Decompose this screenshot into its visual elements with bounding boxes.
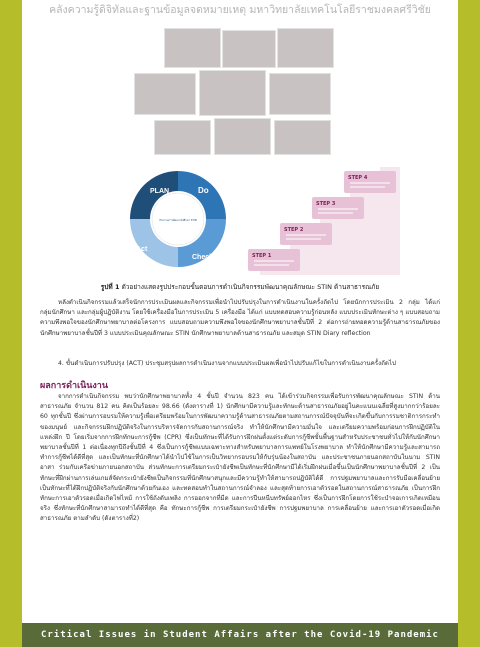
photo-3 bbox=[277, 28, 334, 68]
pdca-center-label: กิจกรรมการพัฒนานักศึกษา STIN bbox=[159, 219, 197, 222]
steps-diagram bbox=[230, 167, 400, 277]
step-2-label: STEP 2 bbox=[284, 227, 304, 233]
page-content bbox=[22, 22, 458, 623]
footer-title: Critical Issues in Student Affairs after the Covid-19 Pandemic bbox=[22, 623, 458, 647]
step-1-label: STEP 1 bbox=[252, 253, 272, 259]
pdca-check-label: Check bbox=[192, 254, 214, 261]
photo-7 bbox=[154, 120, 211, 155]
photo-2 bbox=[222, 30, 276, 68]
paragraph-results: จากการดำเนินกิจกรรม พบว่านักศึกษาพยาบาลทั้ง 4 ชั้นปี จำนวน 823 คน ได้เข้าร่วมกิจกรรมเพื่อรับการพัฒนาคุณลักษณะ STIN ด้านสาธารณภัย จำนวน 812 คน คิดเป็นร้อยละ 98.66 (ดังตารางที่ 1) นักศึกษามีความรู้และทักษะด้านสาธารณภัยอยู่ในคะแนนเฉลี่ยที่สูงมากกว่าร้อยละ 60 ทุกชั้นปี ซึ่งผ่านการอบรมให้ความรู้เพื่อเตรียมพร้อมในการพัฒนาความรู้ด้านสาธารณภัยตามสถานการณ์ปัจจุบันที่จะเกิดขึ้นกับการรมชาติการกระทำของมนุษย์ และกิจกรรมฝึกปฏิบัติจริงในการบริหารจัดการกับสถานการณ์จริง ทำให้นักศึกษามีความมั่นใจ และเตรียมความพร้อมก่อนการฝึกปฏิบัติในแหล่งฝึก ปี โดยเริ่มจากการฝึกทักษะการกู้ชีพ (CPR) ซึ่งเป็นทักษะที่ได้รับการฝึกฝนตั้งแต่ระดับการกู้ชีพขั้นพื้นฐานสำหรับประชาชนทั่วไปให้กับนักศึกษาพยาบาลชั้นปีที่ 1 ต่อเนื่องทุกปีถึงชั้นปีที่ 4 ซึ่งเป็นการกู้ชีพแบบเฉพาะทางสำหรับพยาบาลการแพทย์ในโรงพยาบาล ทำให้นักศึกษามีความรู้และสามารถทำการกู้ชีพได้ดีที่สุด และเป็นทักษะที่นักศึกษาได้นำไปใช้ในการเป็นวิทยากรอบรมให้กับรุ่นน้องในสถาบัน และประชาชนภายนอกสถาบันในนาม STIN อาสา ร่วมกับเครือข่ายภายนอกสถาบัน ส่วนทักษะการเตรียมกระเป๋ายังชีพเป็นทักษะที่นักศึกษามีได้เริ่มฝึกฝนเมื่อขึ้นเป็นนักศึกษาพยาบาลชั้นปีที่ 2 เป็นทักษะที่ฝึกผ่านการเล่นเกมส์จัดกระเป๋ายังชีพเป็นกิจกรรมที่นักศึกษาสนุกและมีความรู้ทำให้สามารถปฏิบัติได้ดี การปฐมพยาบาลและการรับมือเคลื่อนย้าย เป็นทักษะที่ได้ฝึกปฏิบัติจริงกับนักศึกษาด้วยกันเอง และทดสอบทำในสถานการณ์จำลอง และสุดท้ายการเอาตัวรอดในสถานการณ์สาธารณภัย เป็นการฝึกทักษะการเอาตัวรอดเมื่อเกิดไฟไหม้ การใช้ถังดับเพลิง การออกจากที่มืด และการปีนหนีบทรัพย์ออกไหร ซึ่งเป็นการฝึกโดยการใช้ระบำจอเการเกิดเหมือนจริง ซึ่งทักษะที่นักศึกษาสามารถทำได้ดีที่สุด คือ ทักษะการกู้ชีพ การเตรียมกระเป๋ายังชีพ การปฐมพยาบาล การเคลื่อนย้าย และการเอาตัวรอดเมื่อเกิดสาธารณภัย ตามลำดับ (ดังตารางที่2) bbox=[40, 393, 440, 523]
section-title-results: ผลการดำเนินงาน bbox=[40, 381, 109, 391]
pdca-cycle-diagram bbox=[128, 159, 228, 279]
pdca-plan-label: PLAN bbox=[150, 188, 170, 195]
pdca-act-label: Act bbox=[136, 246, 148, 253]
photo-6 bbox=[269, 73, 331, 115]
page-header: คลังความรู้ดิจิทัลและฐานข้อมูลจดหมายเหตุ มหาวิทยาลัยเทคโนโลยีราชมงคลศรีวิชัย bbox=[49, 4, 431, 16]
step-4-label: STEP 4 bbox=[348, 175, 368, 181]
photo-1 bbox=[164, 28, 221, 68]
right-accent-bar bbox=[458, 0, 480, 647]
photo-5 bbox=[199, 70, 266, 116]
photo-8 bbox=[214, 118, 271, 155]
paragraph-evaluation: หลังดำเนินกิจกรรมแล้วเสร็จนักการประเมินผลและกิจกรรมเพื่อนำไปปรับปรุงในการดำเนินงานในครั้งถัดไป โดยนักการประเมิน 2 กลุ่ม ได้แก่ กลุ่มนักศึกษา และกลุ่มผู้ปฏิบัติงาน โดยใช้เครื่องมือในการประเมิน 5 เครื่องมือ ได้แก่ แบบทดสอบความรู้ก่อนหลัง แบบประเมินทักษะต่าง ๆ แบบสอบถามความพึงพอใจของนักศึกษาพยาบาลต่อโครงการ แบบสอบถามความพึงพอใจของนักศึกษาพยาบาลชั้นปีที่ 2 ต่อการถ่ายทอดความรู้ด้านสาธารณภัยของนักศึกษาพยาบาลชั้นปีที่ 3 แบบประเมินคุณลักษณะ STIN นักศึกษาพยาบาลด้านสาธารณภัย และสมุด STIN Diary reflection bbox=[40, 299, 440, 337]
photo-collage bbox=[124, 28, 334, 153]
photo-9 bbox=[274, 120, 331, 155]
photo-4 bbox=[134, 73, 196, 115]
figure-caption bbox=[22, 282, 458, 292]
paragraph-act-step: 4. ขั้นดำเนินการปรับปรุง (ACT) ประชุมสรุปผลการดำเนินงานจากแบบประเมินผลเพื่อนำไปปรับแก้ไขในการดำเนินงานครั้งถัดไป bbox=[58, 360, 396, 367]
left-accent-bar bbox=[0, 0, 22, 647]
figure-caption-text: ตัวอย่างแสดงรูปประกอบขั้นตอนการดำเนินกิจกรรมพัฒนาคุณลักษณะ STIN ด้านสาธารณภัย bbox=[121, 283, 380, 291]
figure-caption-label: รูปที่ 1 bbox=[100, 283, 120, 291]
step-3-label: STEP 3 bbox=[316, 201, 336, 207]
pdca-do-label: Do bbox=[198, 186, 209, 195]
